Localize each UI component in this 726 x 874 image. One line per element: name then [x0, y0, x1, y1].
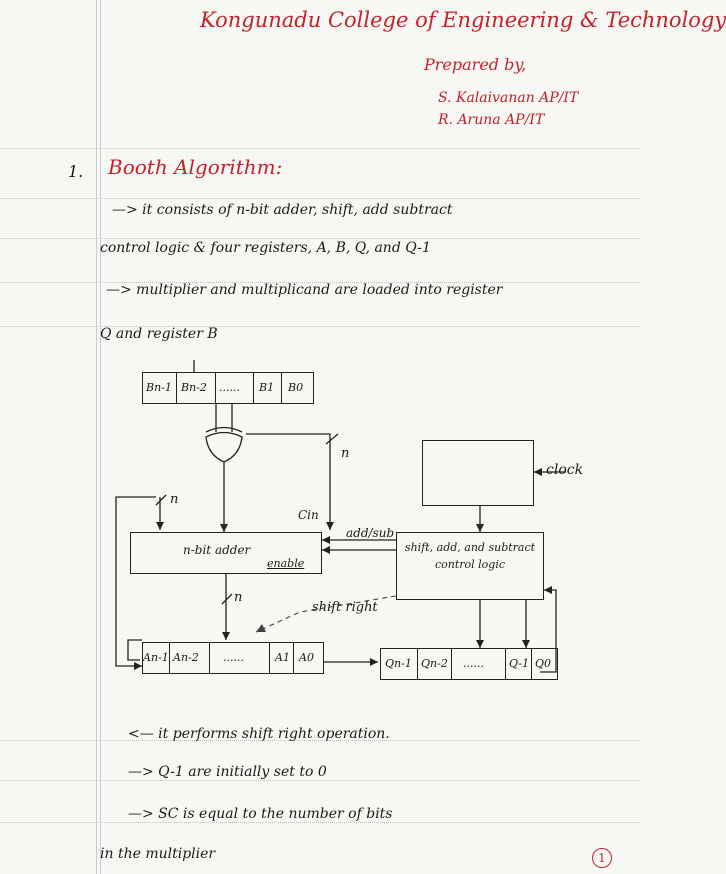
college-title: Kongunadu College of Engineering & Technology: [200, 8, 726, 32]
page-number: 1: [592, 848, 612, 868]
register-b-cell: ......: [219, 381, 240, 394]
bus-width-label: n: [341, 446, 350, 461]
register-b-cell: B0: [288, 381, 304, 394]
register-b-cell: B1: [259, 381, 275, 394]
bus-slash: [326, 434, 338, 444]
bus-width-label: n: [234, 590, 243, 605]
bus-width-label: n: [170, 492, 179, 507]
arrowhead: [134, 662, 142, 670]
note-line: —> Q-1 are initially set to 0: [128, 764, 327, 780]
wire: [128, 640, 142, 660]
author-1: S. Kalaivanan AP/IT: [438, 90, 579, 106]
shift-right-label: shift right: [312, 600, 378, 615]
addsub-label: add/sub: [346, 526, 395, 540]
arrowhead: [544, 586, 552, 594]
note-line: —> SC is equal to the number of bits: [128, 806, 393, 822]
section-number: 1.: [68, 162, 84, 181]
body-line: —> multiplier and multiplicand are loaded into register: [106, 282, 503, 298]
prepared-by: Prepared by,: [424, 55, 527, 74]
clock-block: [422, 440, 534, 506]
arrowhead: [370, 658, 378, 666]
body-line: control logic & four registers, A, B, Q, and Q-1: [100, 240, 431, 256]
arrowhead: [326, 522, 334, 530]
arrowhead: [156, 522, 164, 530]
register-b-cell: Bn-1: [146, 381, 172, 394]
arrowhead: [220, 524, 228, 532]
note-line: in the multiplier: [100, 846, 216, 862]
arrowhead: [322, 536, 330, 544]
cin-label: Cin: [298, 508, 319, 522]
register-a-cell: ......: [223, 651, 244, 664]
register-q-cell: Q-1: [509, 657, 530, 670]
register-q-cell: Qn-1: [385, 657, 412, 670]
register-a-cell: A0: [299, 651, 314, 664]
arrowhead: [476, 524, 484, 532]
n-bit-adder: [130, 532, 322, 574]
adder-label: n-bit adder: [183, 543, 251, 557]
register-a-cell: An-1: [143, 651, 169, 664]
clock-label: clock: [546, 462, 584, 478]
body-line: Q and register B: [100, 326, 218, 342]
register-a: [142, 642, 324, 674]
arrowhead: [222, 632, 230, 640]
register-a-cell: A1: [275, 651, 290, 664]
register-q-cell: Qn-2: [421, 657, 448, 670]
arrowhead: [522, 640, 530, 648]
control-logic: [396, 532, 544, 600]
arrowhead: [534, 468, 542, 476]
register-b: [142, 372, 314, 404]
control-logic-label: shift, add, and subtract control logic: [404, 541, 536, 571]
xor-gate: [206, 433, 242, 463]
note-line: <— it performs shift right operation.: [128, 726, 390, 742]
register-q-cell: Q0: [535, 657, 552, 670]
arrowhead: [322, 546, 330, 554]
register-q-cell: ......: [463, 657, 484, 670]
author-2: R. Aruna AP/IT: [438, 112, 545, 128]
enable-label: enable: [267, 557, 305, 570]
arrowhead: [476, 640, 484, 648]
xor-gate-input-curve: [206, 428, 242, 433]
bus-slash: [156, 495, 166, 505]
register-a-cell: An-2: [173, 651, 199, 664]
bus-slash: [222, 594, 232, 604]
register-b-cell: Bn-2: [181, 381, 207, 394]
register-q: [380, 648, 558, 680]
body-line: —> it consists of n-bit adder, shift, add subtract: [112, 202, 453, 218]
section-heading: Booth Algorithm:: [108, 155, 283, 179]
